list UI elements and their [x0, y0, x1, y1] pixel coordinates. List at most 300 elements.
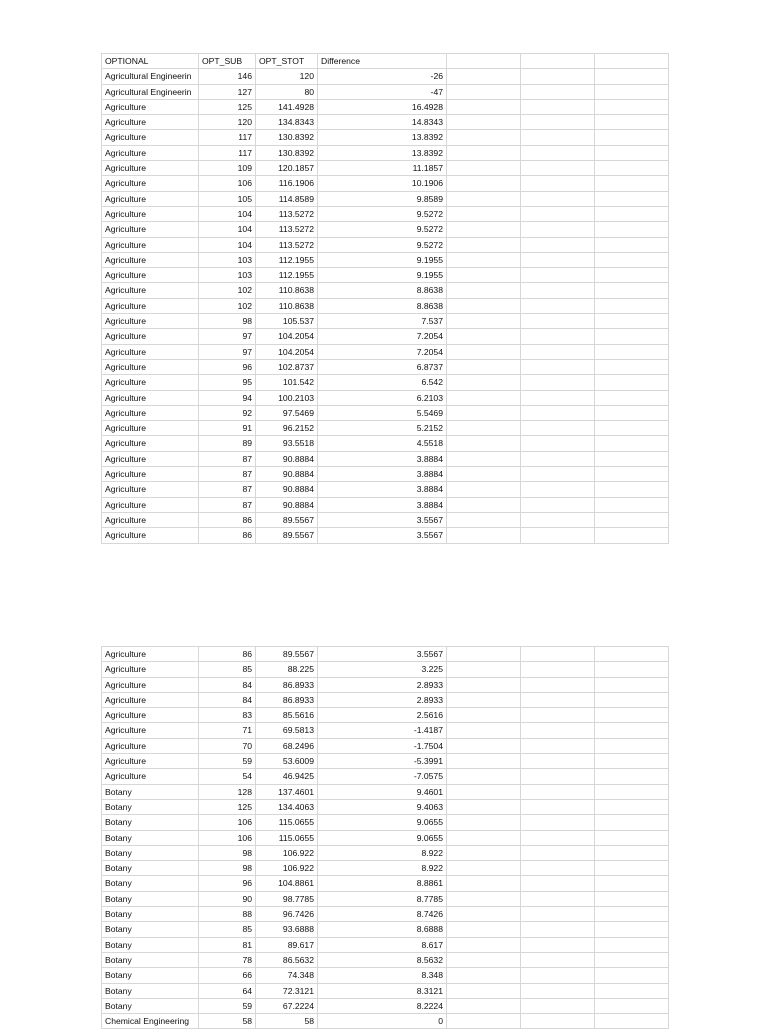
opt-stot-cell[interactable]: 90.8884	[256, 451, 318, 466]
empty-cell[interactable]	[447, 451, 521, 466]
difference-cell[interactable]: 2.8933	[318, 677, 447, 692]
empty-cell[interactable]	[595, 69, 669, 84]
opt-stot-cell[interactable]: 104.2054	[256, 344, 318, 359]
empty-cell[interactable]	[447, 130, 521, 145]
empty-cell[interactable]	[595, 375, 669, 390]
empty-cell[interactable]	[595, 998, 669, 1013]
empty-cell[interactable]	[521, 359, 595, 374]
header-difference[interactable]: Difference	[318, 54, 447, 69]
difference-cell[interactable]: -47	[318, 84, 447, 99]
difference-cell[interactable]: 7.537	[318, 314, 447, 329]
difference-cell[interactable]: -7.0575	[318, 769, 447, 784]
empty-cell[interactable]	[447, 298, 521, 313]
empty-cell[interactable]	[595, 344, 669, 359]
difference-cell[interactable]: 8.348	[318, 968, 447, 983]
difference-cell[interactable]: -26	[318, 69, 447, 84]
difference-cell[interactable]: 8.8638	[318, 298, 447, 313]
difference-cell[interactable]: 3.8884	[318, 451, 447, 466]
opt-stot-cell[interactable]: 116.1906	[256, 176, 318, 191]
difference-cell[interactable]: 3.8884	[318, 467, 447, 482]
opt-sub-cell[interactable]: 85	[199, 922, 256, 937]
difference-cell[interactable]: 3.5567	[318, 528, 447, 543]
difference-cell[interactable]: 2.8933	[318, 692, 447, 707]
empty-cell[interactable]	[595, 283, 669, 298]
empty-cell[interactable]	[595, 176, 669, 191]
optional-cell[interactable]: Agriculture	[102, 482, 199, 497]
empty-cell[interactable]	[447, 161, 521, 176]
empty-cell[interactable]	[595, 54, 669, 69]
optional-cell[interactable]: Agriculture	[102, 375, 199, 390]
opt-stot-cell[interactable]: 96.7426	[256, 907, 318, 922]
opt-sub-cell[interactable]: 104	[199, 237, 256, 252]
opt-stot-cell[interactable]: 100.2103	[256, 390, 318, 405]
empty-cell[interactable]	[447, 390, 521, 405]
optional-cell[interactable]: Agriculture	[102, 329, 199, 344]
optional-cell[interactable]: Agriculture	[102, 314, 199, 329]
optional-cell[interactable]: Agriculture	[102, 130, 199, 145]
empty-cell[interactable]	[595, 115, 669, 130]
optional-cell[interactable]: Agriculture	[102, 145, 199, 160]
opt-sub-cell[interactable]: 102	[199, 283, 256, 298]
opt-stot-cell[interactable]: 86.5632	[256, 952, 318, 967]
empty-cell[interactable]	[447, 784, 521, 799]
optional-cell[interactable]: Botany	[102, 937, 199, 952]
empty-cell[interactable]	[521, 176, 595, 191]
opt-stot-cell[interactable]: 86.8933	[256, 677, 318, 692]
optional-cell[interactable]: Agriculture	[102, 738, 199, 753]
empty-cell[interactable]	[595, 861, 669, 876]
empty-cell[interactable]	[595, 298, 669, 313]
optional-cell[interactable]: Botany	[102, 861, 199, 876]
opt-sub-cell[interactable]: 104	[199, 222, 256, 237]
opt-sub-cell[interactable]: 120	[199, 115, 256, 130]
empty-cell[interactable]	[521, 738, 595, 753]
empty-cell[interactable]	[595, 191, 669, 206]
opt-stot-cell[interactable]: 90.8884	[256, 497, 318, 512]
difference-cell[interactable]: 9.5272	[318, 222, 447, 237]
empty-cell[interactable]	[595, 99, 669, 114]
opt-sub-cell[interactable]: 81	[199, 937, 256, 952]
empty-cell[interactable]	[447, 99, 521, 114]
difference-cell[interactable]: 8.6888	[318, 922, 447, 937]
opt-sub-cell[interactable]: 92	[199, 405, 256, 420]
opt-stot-cell[interactable]: 106.922	[256, 861, 318, 876]
empty-cell[interactable]	[447, 769, 521, 784]
empty-cell[interactable]	[595, 723, 669, 738]
opt-sub-cell[interactable]: 125	[199, 799, 256, 814]
opt-sub-cell[interactable]: 86	[199, 647, 256, 662]
opt-sub-cell[interactable]: 84	[199, 677, 256, 692]
opt-sub-cell[interactable]: 117	[199, 145, 256, 160]
empty-cell[interactable]	[447, 968, 521, 983]
opt-sub-cell[interactable]: 59	[199, 998, 256, 1013]
opt-sub-cell[interactable]: 87	[199, 451, 256, 466]
opt-stot-cell[interactable]: 89.5567	[256, 647, 318, 662]
empty-cell[interactable]	[521, 222, 595, 237]
empty-cell[interactable]	[595, 708, 669, 723]
empty-cell[interactable]	[447, 998, 521, 1013]
difference-cell[interactable]: 9.8589	[318, 191, 447, 206]
opt-sub-cell[interactable]: 91	[199, 421, 256, 436]
optional-cell[interactable]: Agriculture	[102, 191, 199, 206]
empty-cell[interactable]	[521, 421, 595, 436]
optional-cell[interactable]: Botany	[102, 907, 199, 922]
opt-stot-cell[interactable]: 89.617	[256, 937, 318, 952]
empty-cell[interactable]	[447, 467, 521, 482]
empty-cell[interactable]	[521, 344, 595, 359]
empty-cell[interactable]	[595, 677, 669, 692]
optional-cell[interactable]: Agriculture	[102, 528, 199, 543]
empty-cell[interactable]	[447, 375, 521, 390]
optional-cell[interactable]: Botany	[102, 998, 199, 1013]
empty-cell[interactable]	[447, 54, 521, 69]
empty-cell[interactable]	[521, 830, 595, 845]
empty-cell[interactable]	[521, 329, 595, 344]
optional-cell[interactable]: Agriculture	[102, 692, 199, 707]
opt-stot-cell[interactable]: 97.5469	[256, 405, 318, 420]
difference-cell[interactable]: -5.3991	[318, 754, 447, 769]
empty-cell[interactable]	[521, 390, 595, 405]
opt-sub-cell[interactable]: 85	[199, 662, 256, 677]
empty-cell[interactable]	[521, 451, 595, 466]
empty-cell[interactable]	[595, 329, 669, 344]
empty-cell[interactable]	[447, 69, 521, 84]
empty-cell[interactable]	[521, 482, 595, 497]
empty-cell[interactable]	[595, 738, 669, 753]
empty-cell[interactable]	[595, 145, 669, 160]
empty-cell[interactable]	[447, 237, 521, 252]
difference-cell[interactable]: 3.8884	[318, 482, 447, 497]
empty-cell[interactable]	[595, 937, 669, 952]
empty-cell[interactable]	[595, 84, 669, 99]
opt-stot-cell[interactable]: 120	[256, 69, 318, 84]
optional-cell[interactable]: Agriculture	[102, 769, 199, 784]
opt-stot-cell[interactable]: 93.5518	[256, 436, 318, 451]
empty-cell[interactable]	[595, 891, 669, 906]
optional-cell[interactable]: Agriculture	[102, 451, 199, 466]
optional-cell[interactable]: Agriculture	[102, 497, 199, 512]
optional-cell[interactable]: Agriculture	[102, 647, 199, 662]
empty-cell[interactable]	[521, 54, 595, 69]
empty-cell[interactable]	[521, 968, 595, 983]
empty-cell[interactable]	[595, 907, 669, 922]
empty-cell[interactable]	[595, 405, 669, 420]
opt-stot-cell[interactable]: 96.2152	[256, 421, 318, 436]
optional-cell[interactable]: Agriculture	[102, 176, 199, 191]
empty-cell[interactable]	[447, 692, 521, 707]
difference-cell[interactable]: 9.5272	[318, 206, 447, 221]
optional-cell[interactable]: Botany	[102, 968, 199, 983]
opt-stot-cell[interactable]: 112.1955	[256, 268, 318, 283]
optional-cell[interactable]: Botany	[102, 845, 199, 860]
opt-stot-cell[interactable]: 130.8392	[256, 130, 318, 145]
opt-sub-cell[interactable]: 102	[199, 298, 256, 313]
difference-cell[interactable]: 5.2152	[318, 421, 447, 436]
empty-cell[interactable]	[521, 84, 595, 99]
opt-stot-cell[interactable]: 106.922	[256, 845, 318, 860]
opt-sub-cell[interactable]: 106	[199, 830, 256, 845]
empty-cell[interactable]	[521, 145, 595, 160]
opt-sub-cell[interactable]: 87	[199, 497, 256, 512]
optional-cell[interactable]: Botany	[102, 799, 199, 814]
optional-cell[interactable]: Agriculture	[102, 268, 199, 283]
empty-cell[interactable]	[595, 968, 669, 983]
empty-cell[interactable]	[521, 769, 595, 784]
empty-cell[interactable]	[447, 421, 521, 436]
opt-sub-cell[interactable]: 90	[199, 891, 256, 906]
opt-stot-cell[interactable]: 115.0655	[256, 830, 318, 845]
empty-cell[interactable]	[595, 512, 669, 527]
empty-cell[interactable]	[521, 1014, 595, 1029]
opt-sub-cell[interactable]: 128	[199, 784, 256, 799]
empty-cell[interactable]	[595, 799, 669, 814]
opt-stot-cell[interactable]: 68.2496	[256, 738, 318, 753]
opt-sub-cell[interactable]: 64	[199, 983, 256, 998]
empty-cell[interactable]	[595, 421, 669, 436]
empty-cell[interactable]	[447, 512, 521, 527]
empty-cell[interactable]	[521, 708, 595, 723]
optional-cell[interactable]: Agriculture	[102, 677, 199, 692]
opt-sub-cell[interactable]: 104	[199, 206, 256, 221]
optional-cell[interactable]: Botany	[102, 830, 199, 845]
optional-cell[interactable]: Botany	[102, 784, 199, 799]
opt-sub-cell[interactable]: 54	[199, 769, 256, 784]
difference-cell[interactable]: 8.3121	[318, 983, 447, 998]
empty-cell[interactable]	[521, 314, 595, 329]
optional-cell[interactable]: Agriculture	[102, 754, 199, 769]
opt-sub-cell[interactable]: 106	[199, 815, 256, 830]
empty-cell[interactable]	[521, 298, 595, 313]
opt-stot-cell[interactable]: 93.6888	[256, 922, 318, 937]
empty-cell[interactable]	[595, 161, 669, 176]
empty-cell[interactable]	[447, 952, 521, 967]
opt-sub-cell[interactable]: 71	[199, 723, 256, 738]
opt-stot-cell[interactable]: 53.6009	[256, 754, 318, 769]
opt-stot-cell[interactable]: 113.5272	[256, 237, 318, 252]
optional-cell[interactable]: Agriculture	[102, 298, 199, 313]
difference-cell[interactable]: 8.617	[318, 937, 447, 952]
empty-cell[interactable]	[521, 937, 595, 952]
empty-cell[interactable]	[595, 436, 669, 451]
optional-cell[interactable]: Agriculture	[102, 222, 199, 237]
opt-sub-cell[interactable]: 87	[199, 467, 256, 482]
optional-cell[interactable]: Botany	[102, 952, 199, 967]
opt-stot-cell[interactable]: 85.5616	[256, 708, 318, 723]
difference-cell[interactable]: 3.8884	[318, 497, 447, 512]
opt-stot-cell[interactable]: 113.5272	[256, 206, 318, 221]
difference-cell[interactable]: 9.1955	[318, 252, 447, 267]
empty-cell[interactable]	[447, 937, 521, 952]
empty-cell[interactable]	[521, 405, 595, 420]
empty-cell[interactable]	[595, 769, 669, 784]
opt-sub-cell[interactable]: 103	[199, 268, 256, 283]
opt-sub-cell[interactable]: 106	[199, 176, 256, 191]
empty-cell[interactable]	[521, 692, 595, 707]
empty-cell[interactable]	[447, 983, 521, 998]
optional-cell[interactable]: Agriculture	[102, 161, 199, 176]
optional-cell[interactable]: Agriculture	[102, 237, 199, 252]
opt-stot-cell[interactable]: 86.8933	[256, 692, 318, 707]
difference-cell[interactable]: 9.4601	[318, 784, 447, 799]
empty-cell[interactable]	[447, 222, 521, 237]
empty-cell[interactable]	[595, 662, 669, 677]
difference-cell[interactable]: 14.8343	[318, 115, 447, 130]
empty-cell[interactable]	[595, 876, 669, 891]
empty-cell[interactable]	[447, 907, 521, 922]
opt-stot-cell[interactable]: 90.8884	[256, 467, 318, 482]
empty-cell[interactable]	[595, 390, 669, 405]
empty-cell[interactable]	[447, 528, 521, 543]
empty-cell[interactable]	[595, 482, 669, 497]
empty-cell[interactable]	[521, 115, 595, 130]
opt-sub-cell[interactable]: 94	[199, 390, 256, 405]
empty-cell[interactable]	[447, 815, 521, 830]
empty-cell[interactable]	[447, 84, 521, 99]
empty-cell[interactable]	[447, 268, 521, 283]
empty-cell[interactable]	[595, 952, 669, 967]
opt-stot-cell[interactable]: 134.4063	[256, 799, 318, 814]
empty-cell[interactable]	[595, 845, 669, 860]
empty-cell[interactable]	[595, 467, 669, 482]
opt-sub-cell[interactable]: 127	[199, 84, 256, 99]
empty-cell[interactable]	[447, 830, 521, 845]
opt-sub-cell[interactable]: 125	[199, 99, 256, 114]
optional-cell[interactable]: Agriculture	[102, 436, 199, 451]
empty-cell[interactable]	[521, 983, 595, 998]
difference-cell[interactable]: 9.5272	[318, 237, 447, 252]
empty-cell[interactable]	[521, 283, 595, 298]
empty-cell[interactable]	[521, 375, 595, 390]
optional-cell[interactable]: Agriculture	[102, 467, 199, 482]
difference-cell[interactable]: 8.922	[318, 861, 447, 876]
opt-stot-cell[interactable]: 67.2224	[256, 998, 318, 1013]
optional-cell[interactable]: Agriculture	[102, 115, 199, 130]
opt-stot-cell[interactable]: 89.5567	[256, 512, 318, 527]
optional-cell[interactable]: Agriculture	[102, 359, 199, 374]
opt-sub-cell[interactable]: 66	[199, 968, 256, 983]
empty-cell[interactable]	[595, 206, 669, 221]
empty-cell[interactable]	[447, 845, 521, 860]
empty-cell[interactable]	[595, 252, 669, 267]
empty-cell[interactable]	[447, 1014, 521, 1029]
opt-sub-cell[interactable]: 98	[199, 861, 256, 876]
opt-stot-cell[interactable]: 88.225	[256, 662, 318, 677]
opt-stot-cell[interactable]: 134.8343	[256, 115, 318, 130]
difference-cell[interactable]: 4.5518	[318, 436, 447, 451]
empty-cell[interactable]	[521, 952, 595, 967]
opt-stot-cell[interactable]: 89.5567	[256, 528, 318, 543]
optional-cell[interactable]: Agriculture	[102, 421, 199, 436]
difference-cell[interactable]: 8.5632	[318, 952, 447, 967]
opt-sub-cell[interactable]: 96	[199, 876, 256, 891]
opt-stot-cell[interactable]: 101.542	[256, 375, 318, 390]
difference-cell[interactable]: 7.2054	[318, 329, 447, 344]
empty-cell[interactable]	[521, 799, 595, 814]
opt-stot-cell[interactable]: 102.8737	[256, 359, 318, 374]
empty-cell[interactable]	[521, 677, 595, 692]
opt-sub-cell[interactable]: 97	[199, 344, 256, 359]
opt-stot-cell[interactable]: 115.0655	[256, 815, 318, 830]
optional-cell[interactable]: Agricultural Engineerin	[102, 84, 199, 99]
empty-cell[interactable]	[447, 115, 521, 130]
empty-cell[interactable]	[521, 130, 595, 145]
optional-cell[interactable]: Agriculture	[102, 405, 199, 420]
empty-cell[interactable]	[595, 692, 669, 707]
opt-sub-cell[interactable]: 96	[199, 359, 256, 374]
empty-cell[interactable]	[447, 861, 521, 876]
opt-sub-cell[interactable]: 146	[199, 69, 256, 84]
difference-cell[interactable]: 8.7426	[318, 907, 447, 922]
empty-cell[interactable]	[521, 754, 595, 769]
empty-cell[interactable]	[447, 145, 521, 160]
empty-cell[interactable]	[447, 922, 521, 937]
empty-cell[interactable]	[447, 359, 521, 374]
empty-cell[interactable]	[521, 815, 595, 830]
opt-stot-cell[interactable]: 130.8392	[256, 145, 318, 160]
opt-stot-cell[interactable]: 98.7785	[256, 891, 318, 906]
difference-cell[interactable]: 8.8861	[318, 876, 447, 891]
empty-cell[interactable]	[447, 708, 521, 723]
opt-stot-cell[interactable]: 58	[256, 1014, 318, 1029]
empty-cell[interactable]	[447, 723, 521, 738]
empty-cell[interactable]	[521, 922, 595, 937]
opt-sub-cell[interactable]: 105	[199, 191, 256, 206]
opt-sub-cell[interactable]: 78	[199, 952, 256, 967]
opt-stot-cell[interactable]: 112.1955	[256, 252, 318, 267]
empty-cell[interactable]	[521, 647, 595, 662]
opt-stot-cell[interactable]: 113.5272	[256, 222, 318, 237]
opt-sub-cell[interactable]: 88	[199, 907, 256, 922]
difference-cell[interactable]: 6.8737	[318, 359, 447, 374]
opt-sub-cell[interactable]: 89	[199, 436, 256, 451]
optional-cell[interactable]: Botany	[102, 983, 199, 998]
difference-cell[interactable]: 2.5616	[318, 708, 447, 723]
opt-sub-cell[interactable]: 84	[199, 692, 256, 707]
optional-cell[interactable]: Agriculture	[102, 344, 199, 359]
empty-cell[interactable]	[521, 206, 595, 221]
difference-cell[interactable]: 13.8392	[318, 145, 447, 160]
empty-cell[interactable]	[447, 176, 521, 191]
opt-sub-cell[interactable]: 109	[199, 161, 256, 176]
empty-cell[interactable]	[595, 451, 669, 466]
empty-cell[interactable]	[521, 99, 595, 114]
empty-cell[interactable]	[521, 497, 595, 512]
header-opt-sub[interactable]: OPT_SUB	[199, 54, 256, 69]
empty-cell[interactable]	[447, 799, 521, 814]
empty-cell[interactable]	[595, 497, 669, 512]
opt-sub-cell[interactable]: 83	[199, 708, 256, 723]
opt-stot-cell[interactable]: 80	[256, 84, 318, 99]
opt-sub-cell[interactable]: 86	[199, 528, 256, 543]
optional-cell[interactable]: Chemical Engineering	[102, 1014, 199, 1029]
empty-cell[interactable]	[521, 69, 595, 84]
header-optional[interactable]: OPTIONAL	[102, 54, 199, 69]
optional-cell[interactable]: Agriculture	[102, 708, 199, 723]
empty-cell[interactable]	[595, 528, 669, 543]
empty-cell[interactable]	[521, 662, 595, 677]
difference-cell[interactable]: 9.0655	[318, 830, 447, 845]
opt-stot-cell[interactable]: 104.2054	[256, 329, 318, 344]
opt-sub-cell[interactable]: 97	[199, 329, 256, 344]
optional-cell[interactable]: Botany	[102, 876, 199, 891]
empty-cell[interactable]	[595, 922, 669, 937]
opt-sub-cell[interactable]: 58	[199, 1014, 256, 1029]
difference-cell[interactable]: 6.542	[318, 375, 447, 390]
empty-cell[interactable]	[447, 738, 521, 753]
opt-stot-cell[interactable]: 120.1857	[256, 161, 318, 176]
empty-cell[interactable]	[595, 268, 669, 283]
optional-cell[interactable]: Agriculture	[102, 252, 199, 267]
